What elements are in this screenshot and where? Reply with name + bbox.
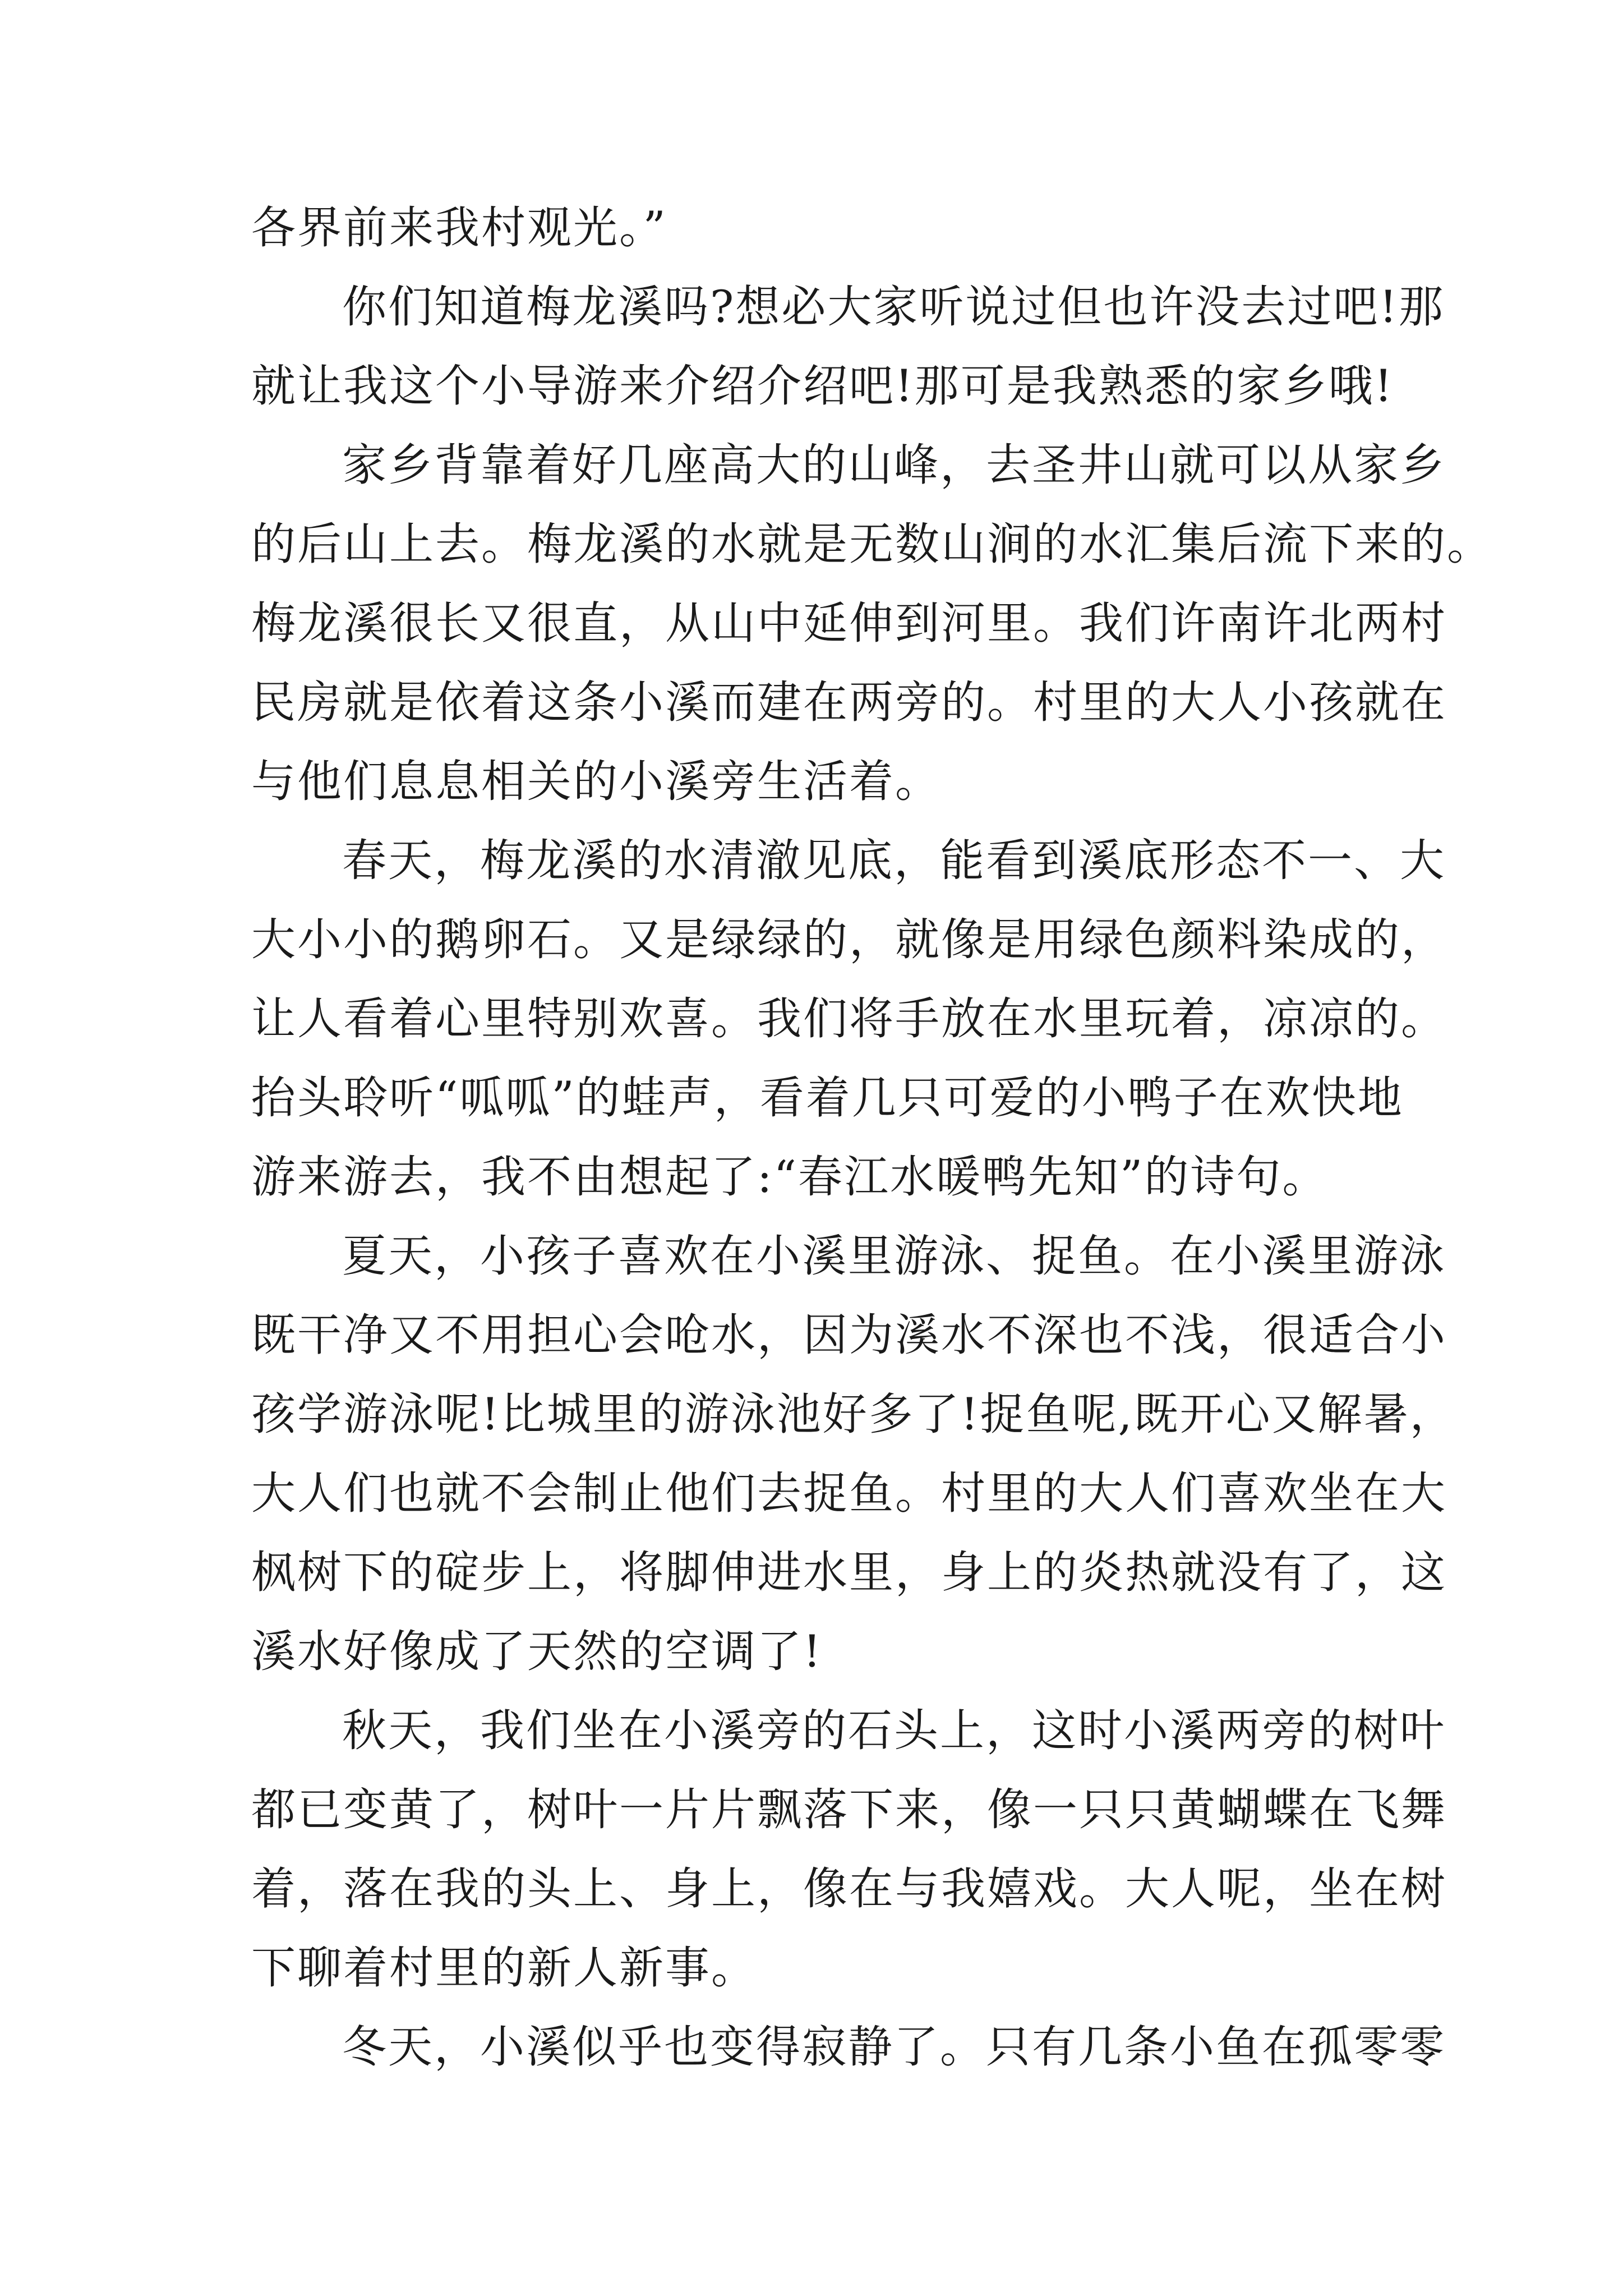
text-line: 大人们也就不会制止他们去捉鱼。村里的大人们喜欢坐在大	[251, 1467, 1447, 1519]
text-line: 枫树下的碇步上，将脚伸进水里，身上的炎热就没有了，这	[251, 1547, 1447, 1598]
text-line: 梅龙溪很长又很直，从山中延伸到河里。我们许南许北两村	[251, 597, 1447, 649]
text-line: 民房就是依着这条小溪而建在两旁的。村里的大人小孩就在	[251, 677, 1447, 728]
text-line: 下聊着村里的新人新事。	[251, 1942, 757, 1994]
body-text	[251, 188, 1493, 2087]
paragraph-first-line: 你们知道梅龙溪吗?想必大家听说过但也许没去过吧!那	[342, 281, 1445, 333]
text-line: 与他们息息相关的小溪旁生活着。	[251, 756, 941, 807]
paragraph-first-line: 家乡背靠着好几座高大的山峰，去圣井山就可以从家乡	[342, 439, 1446, 491]
text-line: 就让我这个小导游来介绍介绍吧!那可是我熟悉的家乡哦!	[251, 360, 1394, 412]
paragraph-first-line: 秋天，我们坐在小溪旁的石头上，这时小溪两旁的树叶	[342, 1705, 1446, 1756]
text-line: 都已变黄了，树叶一片片飘落下来，像一只只黄蝴蝶在飞舞	[251, 1784, 1447, 1835]
paragraph-first-line: 春天，梅龙溪的水清澈见底，能看到溪底形态不一、大	[342, 835, 1446, 886]
paragraph-first-line: 夏天，小孩子喜欢在小溪里游泳、捉鱼。在小溪里游泳	[342, 1230, 1446, 1282]
text-line: 的后山上去。梅龙溪的水就是无数山涧的水汇集后流下来的。	[251, 518, 1493, 570]
text-line: 溪水好像成了天然的空调了!	[251, 1626, 823, 1677]
text-line: 既干净又不用担心会呛水，因为溪水不深也不浅，很适合小	[251, 1309, 1447, 1361]
text-line: 孩学游泳呢!比城里的游泳池好多了!捉鱼呢,既开心又解暑，	[251, 1388, 1456, 1440]
text-line: 着，落在我的头上、身上，像在与我嬉戏。大人呢，坐在树	[251, 1863, 1447, 1915]
paragraph-first-line: 冬天，小溪似乎也变得寂静了。只有几条小鱼在孤零零	[342, 2021, 1446, 2073]
text-line: 让人看着心里特别欢喜。我们将手放在水里玩着，凉凉的。	[251, 993, 1447, 1045]
text-line: 各界前来我村观光。”	[251, 202, 667, 254]
text-line: 大小小的鹅卵石。又是绿绿的，就像是用绿色颜料染成的，	[251, 914, 1447, 965]
text-line: 游来游去，我不由想起了:“春江水暖鸭先知”的诗句。	[251, 1151, 1329, 1203]
text-line: 抬头聆听“呱呱”的蛙声，看着几只可爱的小鸭子在欢快地	[251, 1072, 1404, 1124]
